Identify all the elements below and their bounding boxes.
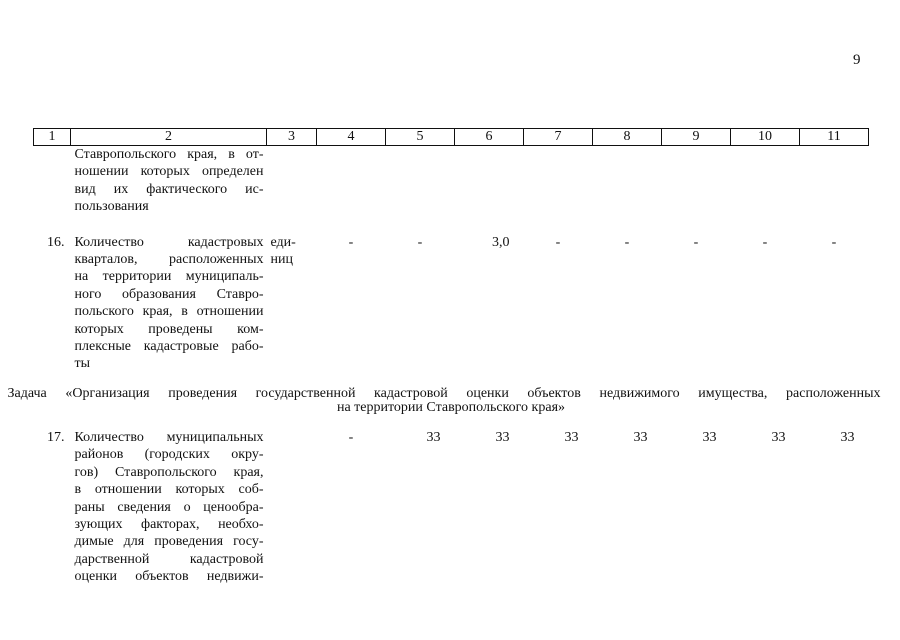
- value-cell: -: [624, 234, 630, 250]
- value-cell: 33: [702, 429, 717, 445]
- header-cell: 1: [34, 129, 71, 146]
- text-line: раны сведения о ценообра-: [74, 499, 264, 515]
- text-line: димые для проведения госу-: [74, 534, 264, 550]
- task-heading-line: на территории Ставропольского края»: [336, 399, 566, 415]
- text-line: оценки объектов недвижи-: [74, 569, 264, 585]
- text-line: ного образования Ставро-: [74, 286, 264, 302]
- text-line: Количество муниципальных: [74, 429, 264, 445]
- page-number: 9: [853, 52, 861, 68]
- header-cell: 4: [317, 129, 386, 146]
- unit-cell: [267, 234, 317, 373]
- unit-line: еди-: [270, 234, 296, 250]
- value-cell: 33: [564, 429, 579, 445]
- unit-cell: [267, 429, 317, 586]
- text-line: гов) Ставропольского края,: [74, 464, 264, 480]
- text-line: зующих факторах, необхо-: [74, 516, 264, 532]
- value-cell: 3,0: [492, 234, 510, 250]
- value-cell: -: [762, 234, 768, 250]
- header-cell: 5: [386, 129, 455, 146]
- text-line: кварталов, расположенных: [74, 252, 264, 268]
- value-cell: 33: [426, 429, 441, 445]
- header-cell: 8: [593, 129, 662, 146]
- indicator-name: [71, 429, 267, 586]
- header-cell: 9: [662, 129, 731, 146]
- value-cell: 33: [633, 429, 648, 445]
- header-cell: 11: [800, 129, 869, 146]
- value-cell: -: [831, 234, 837, 250]
- continuation-row: [34, 146, 869, 216]
- row-number: 16.: [47, 234, 65, 250]
- value-cell: -: [693, 234, 699, 250]
- table-row-16: [34, 234, 869, 373]
- header-cell: 10: [731, 129, 800, 146]
- text-line: плексные кадастровые рабо-: [74, 339, 264, 355]
- value-cell: -: [417, 234, 423, 250]
- text-line: районов (городских окру-: [74, 447, 264, 463]
- header-cell: 7: [524, 129, 593, 146]
- text-line: которых проведены ком-: [74, 321, 264, 337]
- task-row: [34, 373, 869, 429]
- value-cell: -: [555, 234, 561, 250]
- text-line: ты: [74, 356, 91, 372]
- header-cell: 6: [455, 129, 524, 146]
- value-cell: 33: [495, 429, 510, 445]
- header-cell: 3: [267, 129, 317, 146]
- continuation-text: [71, 146, 267, 216]
- task-heading-line: Задача «Организация проведения государственной кадастровой оценки объектов недвижимого имущества, расположенных: [7, 385, 881, 401]
- table-header-row: [34, 129, 869, 146]
- value-cell: 33: [840, 429, 855, 445]
- text-line: ношении которых определен: [74, 164, 264, 180]
- text-line: дарственной кадастровой: [74, 551, 264, 567]
- text-line: Количество кадастровых: [74, 234, 264, 250]
- row-number: 17.: [47, 429, 65, 445]
- value-cell: -: [348, 234, 354, 250]
- text-line: Ставропольского края, в от-: [74, 147, 264, 162]
- text-line: в отношении которых соб-: [74, 482, 264, 498]
- header-cell: 2: [71, 129, 267, 146]
- text-line: польского края, в отношении: [74, 304, 264, 320]
- task-heading: [7, 373, 881, 429]
- text-line: на территории муниципаль-: [74, 269, 264, 285]
- table-row-17: [34, 429, 869, 586]
- value-cell: 33: [771, 429, 786, 445]
- text-line: вид их фактического ис-: [74, 181, 264, 197]
- indicators-table: [7, 128, 881, 586]
- unit-line: ниц: [270, 252, 293, 268]
- indicator-name: [71, 234, 267, 373]
- value-cell: -: [348, 429, 354, 445]
- text-line: пользования: [74, 199, 149, 215]
